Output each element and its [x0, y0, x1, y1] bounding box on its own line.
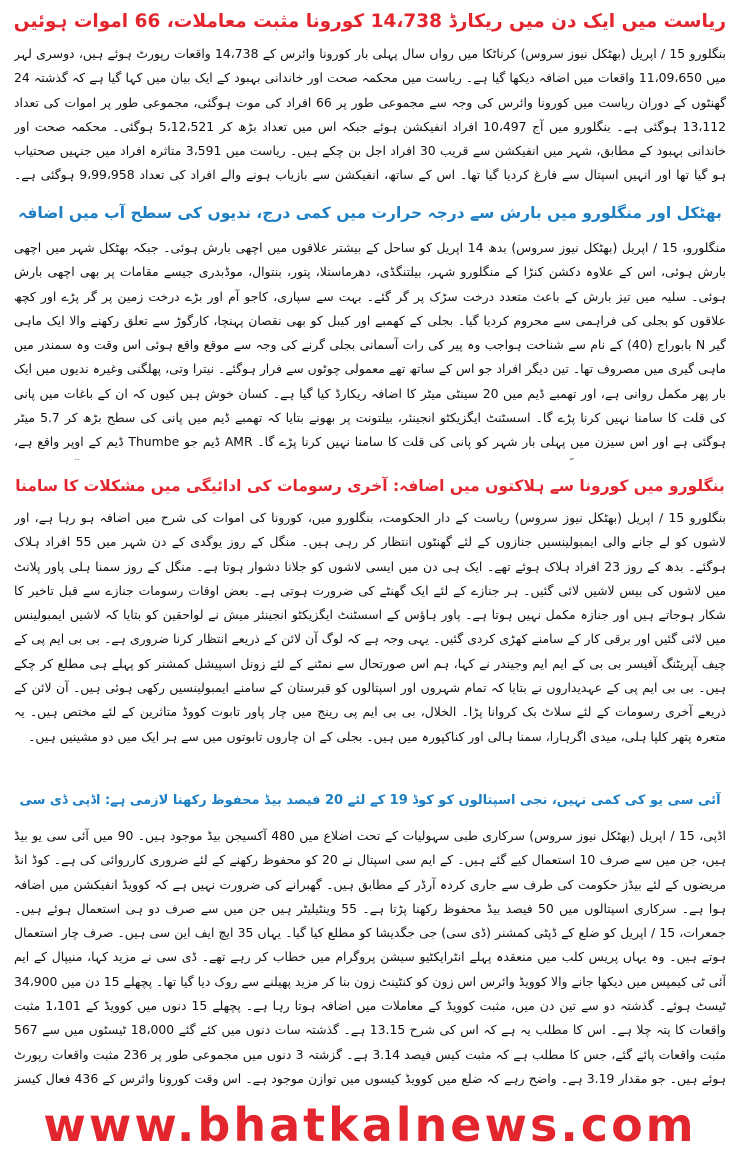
website-footer[interactable]: [0, 1098, 740, 1153]
article-udupi-icu-beds: [14, 778, 726, 1092]
headline-karnataka-covid-record: ریاست میں ایک دن میں ریکارڈ 14،738 کورونا مثبت معاملات، 66 اموات ہوئیں: [14, 11, 726, 32]
website-url[interactable]: www.bhatkalnews.com: [43, 1098, 697, 1152]
body-karnataka-covid-record: بنگلورو 15 / اپریل (بھٹکل نیوز سروس) کرناٹکا میں رواں سال پہلی بار کورونا وائرس کے 14،738 واقعات رپورٹ ہوئے ہیں، دوسری لہر میں 11،09،650 واقعات میں اضافہ دیکھا گیا ہے۔ ریاست میں محکمہ صحت اور خاندانی بہبود کے ایک بیان میں کہا گیا ہے کہ گذشتہ 24 گھنٹوں کے دوران ریاست میں کورونا وائرس کی وجہ سے مجموعی طور پر 66 افراد کی موت ہوگئی، مجموعی طور پر اموات کی تعداد 13،112 ہوگئی ہے۔ بنگلورو میں آج 10،497 افراد انفیکشن ہوئے جبکہ اس میں تعداد بڑھ کر 5،12،521 ہوگئی۔ محکمہ صحت اور خاندانی بہبود کے مطابق، شہر میں انفیکشن سے قریب 30 افراد اجل بن چکے ہیں۔ ریاست میں 3،591 متاثرہ افراد میں جنہیں صحتیاب ہو گیا تھا اور انہیں اسپتال سے فارغ کردیا گیا تھا۔ اس کے ساتھ، انفیکشن سے بازیاب ہونے والے افراد کی تعداد 9،99،958 ہوگئی ہے۔: [14, 46, 726, 183]
headline-bengaluru-cremation: بنگلورو میں کورونا سے ہلاکتوں میں اضافہ: آخری رسومات کی ادائیگی میں مشکلات کا سامنا: [15, 477, 725, 495]
body-rain-temperature: منگلورو، 15 / اپریل (بھٹکل نیوز سروس) بدھ 14 اپریل کو ساحل کے بیشتر علاقوں میں اچھی بارش ہوئی۔ جبکہ بھٹکل شہر میں اچھی بارش ہوئی، اس کے علاوہ دکشن کنڑا کے منگلورو شہر، بیلتنگڈی، دھرماستلا، پتور، بنتوال، موڈبدری جیسے مقامات پر بھی اچھی بارش ہوئی۔ سلیہ میں تیز بارش کے باعث متعدد درخت سڑک پر گر گئے۔ بہت سے سپاری، کاجو آم اور بڑے درخت زمین پر گر پڑے اور کچھ علاقوں کو بجلی کی فراہمی سے محروم کردیا گیا۔ بجلی کے کھمبے اور کیبل کو بھی نقصان پہنچا، کارگوڑ سے تعلق رکھنے والا ایک ماہی گیر N بابوراج (40) کے نام سے شناخت ہواجب وہ پیر کی رات آسمانی بجلی گرنے کی وجہ سے موقع واقع ہوئی اس وقت وہ سمندر میں ماہی گیری میں مصروف تھا۔ تین دیگر افراد جو اس کے ساتھ تھے معمولی چوٹوں سے فرار ہوگئے۔ نیترا وتی، پھلگنی وغیرہ ندیوں میں ایک بار پھر مکمل روانی ہے، اور تھمبے ڈیم میں 20 سینٹی میٹر کا اضافہ ریکارڈ کیا گیا ہے۔ کسان خوش ہیں کیوں کہ ان کے باغات میں پانی کی قلت کا سامنا نہیں کرنا پڑے گا۔ اسسٹنٹ ایگزیکٹو انجینئر، بیلتونت پر بھونے بتایا کہ تھمبے ڈیم میں پانی کی سطح بڑھ کر 5.7 میٹر ہوگئی ہے اور اس سیزن میں پہلی بار شہر کو پانی کی قلت کا سامنا نہیں کرنا پڑے گا۔ AMR ڈیم جو Thumbe ڈیم کے اوپر واقع ہے،: [14, 240, 726, 450]
body-bengaluru-cremation: بنگلورو 15 / اپریل (بھٹکل نیوز سروس) ریاست کے دار الحکومت، بنگلورو میں، کورونا کی اموات کی شرح میں اضافہ ہو رہا ہے، اور لاشوں کو لے جانے والی ایمبولینسیں جنازوں کے لئے گھنٹوں انتظار کر رہی ہیں۔ منگل کے روز یوگدی کے دن شہر میں 55 افراد ہلاک ہوگئے۔ بدھ کے روز 23 افراد ہلاک ہوئے تھے۔ ایک ہی دن میں ایسی لاشوں کو جلانا دشوار ہوتا ہے۔ منگل کے روز سمنا ہلی پاور پلانٹ میں لاشوں کی بیس لاشیں لائی گئیں۔ ہر جنازے کے لئے ایک گھنٹے کی ضرورت ہوتی ہے۔ بعض اوقات رسومات جنازے سے قبل تاخیر کا شکار ہوجاتے ہیں اور جنازہ مکمل نہیں ہوتا ہے۔ پاور ہاؤس کے اسسٹنٹ ایگزیکٹو انجینئر میش نے لواحقین کو بتایا کہ لاشیں ایمبولینس میں لائی گئیں اور برقی کار کے سامنے کھڑی کردی گئیں۔ یہی وجہ ہے کہ لوگ آن لائن کے ذریعے انتظار کرنا ضروری ہے۔ بی بی ایم پی کے چیف آپریٹنگ آفیسر بی بی کے ایم ایم وجیندر نے کہا، ہم اس صورتحال سے نمٹنے کے لئے زونل اسپیشل کمشنر کو پہلے ہی مطلع کر چکے ہیں۔ بی بی ایم پی کے عہدیداروں نے بتایا کہ تمام شہروں اور اسپتالوں کو قبرستان کے سامنے ایمبولینسیں رکھی ہوئی ہیں۔ آن لائن کے ذریعے آخری رسومات کے لئے سلاٹ بک کروانا پڑا۔ الخلال، بی بی ایم پی رینج میں چار پاور تابوت کووڈ متاثرین کے لئے مختص ہیں۔ یہ متعرہ پتھر کلپا ہلی، میدی اگرہارا، سمنا ہالی اور کناکپورہ میں ہیں۔ بجلی کے ان چاروں تابوتوں میں سے ہر ایک میں دو مشینیں ہیں۔: [14, 510, 726, 744]
body-udupi-icu-beds: اڈپی، 15 / اپریل (بھٹکل نیوز سروس) سرکاری طبی سہولیات کے تحت اضلاع میں 480 آکسیجن بیڈ موجود ہیں۔ 90 میں آئی سی یو بیڈ ہیں، جن میں سے صرف 10 استعمال کیے گئے ہیں۔ کے ایم سی اسپتال نے 20 کو محفوظ رکھنے کے لئے ضروری کارروائی کی ہے۔ کوڈ انڈ مریضوں کے لئے بیڈز حکومت کی طرف سے جاری کردہ آرڈر کے مطابق ہیں۔ گھبرانے کی ضرورت نہیں ہے کہ کوویڈ انفیکشن میں اضافہ ہوا ہے۔ سرکاری اسپتالوں میں 50 فیصد بیڈ محفوظ رکھنا پڑتا ہے۔ 55 وینٹیلیٹر ہیں جن میں سے صرف دو ہی استعمال ہوئے ہیں۔ جمعرات، 15 / اپریل کو ضلع کے ڈپٹی کمشنر (ڈی سی) جی جگدیشا کو مطلع کیا گیا۔ یہاں 35 ایچ ایف این سی ہیں۔ صرف چار استعمال ہوتے ہیں۔ وہ یہاں پریس کلب میں منعقدہ پہلے انٹرایکٹیو سیشن پروگرام میں خطاب کر رہے تھے۔ ڈی سی نے مزید کہا، منیپال کے ایم آئی ٹی کیمپس میں دیکھا جانے والا کوویڈ وائرس اس زون کو کنٹینٹ زون بنا کر مزید پھیلنے سے روک دیا گیا تھا۔ پچھلے 15 دن میں 34،900 ٹیسٹ ہوئے۔ گذشتہ دو سے تین دن میں، مثبت کوویڈ کے معاملات میں اضافہ ہوتا رہا ہے۔ پچھلے 15 دنوں میں کوویڈ کے 1،101 مثبت واقعات کا پتہ چلا ہے۔ اس کا مطلب یہ ہے کہ اس کی شرح 13.15 ہے۔ گذشتہ سات دنوں میں کئے گئے 18،000 ٹیسٹوں میں سے 567 مثبت واقعات پائے گئے، جس کا مطلب ہے کہ مثبت کیس فیصد 3.14 ہے۔ گزشتہ 3 دنوں میں مجموعی طور پر 236 مثبت واقعات رپورٹ ہوئے ہیں۔ جو مقدار 3.19 ہے۔ واضح رہے کہ ضلع میں کوویڈ کیسوں میں توازن موجود ہے۔ اس وقت کورونا وائرس کے 436 فعال کیسز: [14, 828, 726, 1086]
article-bengaluru-cremation: [14, 466, 726, 774]
article-karnataka-covid-record: [14, 2, 726, 188]
article-rain-temperature: [14, 190, 726, 460]
headline-udupi-icu-beds: آئی سی یو کی کمی نہیں، نجی اسپتالوں کو کوڈ 19 کے لئے 20 فیصد بیڈ محفوظ رکھنا لازمی ہے: اڈپی ڈی سی: [19, 793, 721, 808]
headline-rain-temperature: بھٹکل اور منگلورو میں بارش سے درجہ حرارت میں کمی درج، ندیوں کی سطح آب میں اضافہ: [18, 204, 722, 222]
